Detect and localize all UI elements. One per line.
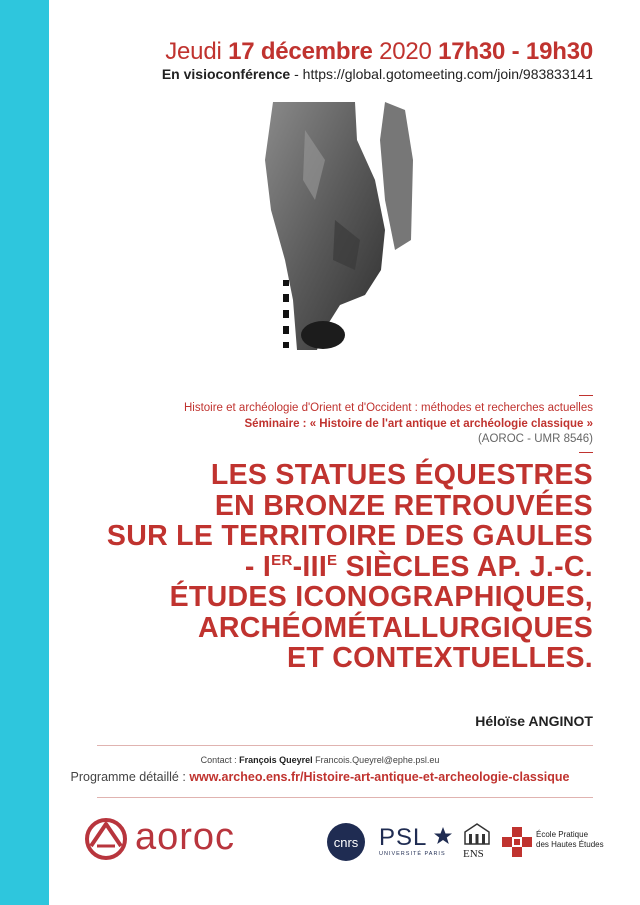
visio-link[interactable]: https://global.gotomeeting.com/join/983833141 [302,66,593,82]
svg-text:cnrs: cnrs [333,835,359,850]
cnrs-logo [326,822,366,862]
star-icon [433,826,453,846]
divider-top [579,395,593,396]
ephe-mark-icon [502,827,532,857]
seminar-title: Séminaire : « Histoire de l'art antique et archéologie classique » [244,417,593,430]
psl-logo: PSL UNIVERSITÉ PARIS [379,822,455,862]
aoroc-mark-icon [83,816,129,862]
separator-rule [97,745,593,746]
ens-logo: ENS [461,822,495,862]
event-date: Jeudi 17 décembre 2020 17h30 - 19h30 [165,38,593,65]
aoroc-logo: aoroc [83,814,273,864]
visio-info: En visioconférence - https://global.gotomeeting.com/join/983833141 [161,66,593,82]
ephe-logo: École Pratique des Hautes Études [502,822,602,862]
seminar-lab: (AOROC - UMR 8546) [477,433,593,445]
seminar-info [184,401,593,448]
lecture-title: LES STATUES ÉQUESTRES EN BRONZE RETROUVÉES SUR LE TERRITOIRE DES GAULES - $IER-III^E$ SIÈCLES AP. J.-C. ÉTUDES ICONOGRAPHIQUES, ARCHÉOMÉTALLURGIQUES ET CONTEXTUELLES. [106,459,593,674]
contact-line: Contact : François Queyrel Francois.Queyrel@ephe.psl.eu [200,755,440,765]
ens-building-icon [461,822,493,846]
horse-statue-photo [245,100,435,358]
programme-line: Programme détaillé : www.archeo.ens.fr/Histoire-art-antique-et-archeologie-classique [70,770,570,784]
speaker-name: Héloïse ANGINOT [475,713,593,729]
programme-link[interactable]: www.archeo.ens.fr/Histoire-art-antique-et-archeologie-classique [189,770,570,784]
divider-bottom [579,452,593,453]
seminar-series: Histoire et archéologie d'Orient et d'Occident : méthodes et recherches actuelles [183,402,593,414]
separator-rule-2 [97,797,593,798]
contact-email[interactable]: Francois.Queyrel@ephe.psl.eu [312,755,440,765]
